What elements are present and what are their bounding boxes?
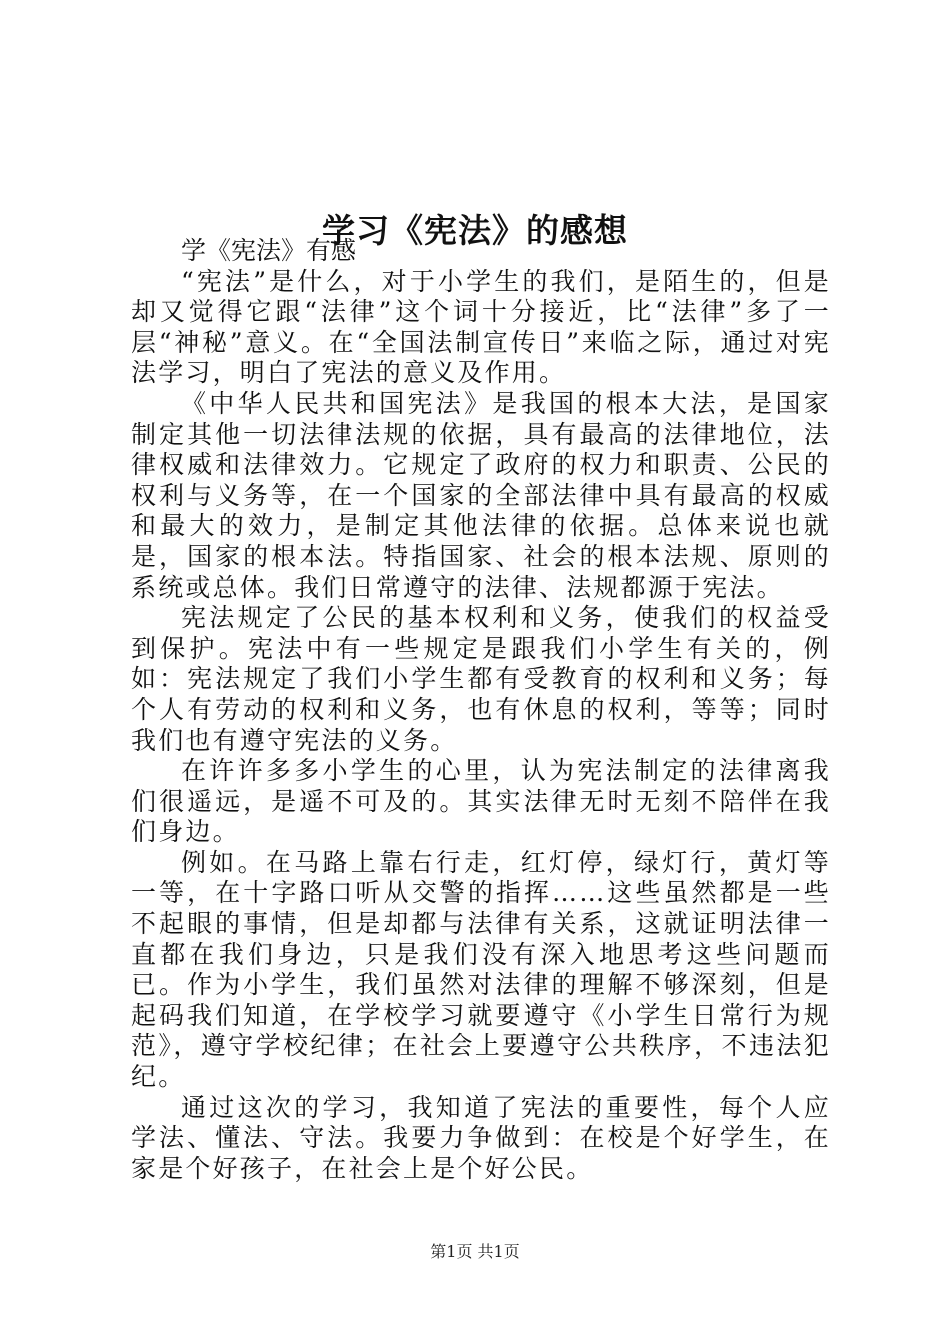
- paragraph-5: 例如。在马路上靠右行走，红灯停，绿灯行，黄灯等一等，在十字路口听从交警的指挥……这些虽然都是一些不起眼的事情，但是却都与法律有关系，这就证明法律一直都在我们身边，只是我们没有深入地思考这些问题而已。作为小学生，我们虽然对法律的理解不够深刻，但是起码我们知道，在学校学习就要遵守《小学生日常行为规范》，遵守学校纪律；在社会上要遵守公共秩序，不违法犯纪。: [131, 847, 831, 1092]
- page-footer: 第1页 共1页: [430, 1242, 520, 1261]
- document-title: 学习《宪法》的感想: [322, 211, 628, 251]
- paragraph-1: “宪法”是什么，对于小学生的我们，是陌生的，但是却又觉得它跟“法律”这个词十分接近，比“法律”多了一层“神秘”意义。在“全国法制宣传日”来临之际，通过对宪法学习，明白了宪法的意义及作用。: [131, 266, 831, 388]
- paragraph-4: 在许许多多小学生的心里，认为宪法制定的法律离我们很遥远，是遥不可及的。其实法律无时无刻不陪伴在我们身边。: [131, 756, 831, 847]
- document-subtitle: 学《宪法》有感: [181, 236, 357, 265]
- paragraph-3: 宪法规定了公民的基本权利和义务，使我们的权益受到保护。宪法中有一些规定是跟我们小学生有关的，例如：宪法规定了我们小学生都有受教育的权利和义务；每个人有劳动的权利和义务，也有休息的权利，等等；同时我们也有遵守宪法的义务。: [131, 603, 831, 755]
- paragraph-6: 通过这次的学习，我知道了宪法的重要性，每个人应学法、懂法、守法。我要力争做到：在校是个好学生，在家是个好孩子，在社会上是个好公民。: [131, 1092, 831, 1183]
- document-body: [131, 236, 831, 1184]
- paragraph-2: 《中华人民共和国宪法》是我国的根本大法，是国家制定其他一切法律法规的依据，具有最高的法律地位，法律权威和法律效力。它规定了政府的权力和职责、公民的权利与义务等，在一个国家的全部法律中具有最高的权威和最大的效力，是制定其他法律的依据。总体来说也就是，国家的根本法。特指国家、社会的根本法规、原则的系统或总体。我们日常遵守的法律、法规都源于宪法。: [131, 388, 831, 602]
